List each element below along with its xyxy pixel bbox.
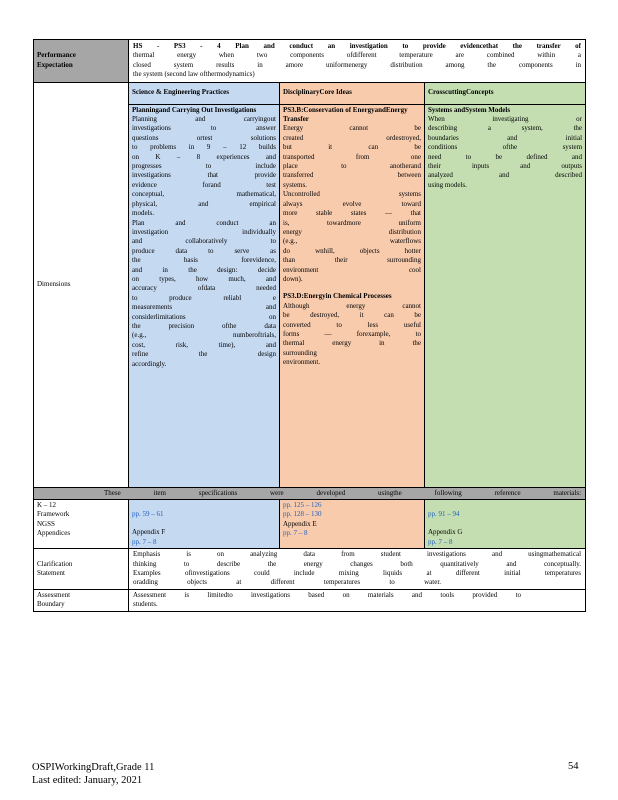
framework-label-line: NGSS <box>37 519 55 528</box>
reference-note <box>34 487 586 499</box>
sep-references <box>129 500 280 549</box>
text-line: When investigating or <box>428 115 583 124</box>
dimensions-header-row <box>34 82 586 104</box>
sep-title: Science & Engineering Practices <box>132 88 230 97</box>
framework-label-line: Appendices <box>37 529 71 538</box>
footer-draft-line: OSPIWorkingDraft,Grade 11 <box>32 762 155 773</box>
dci-text-1 <box>283 124 421 284</box>
sep-appendix: Appendix F <box>132 528 166 537</box>
text-line: need to be defined and <box>428 152 583 161</box>
text-line: progresses to include <box>132 162 276 171</box>
text-line: forms — forexample, to <box>283 329 421 338</box>
text-line: surrounding <box>283 348 317 357</box>
framework-label <box>34 500 129 549</box>
text-line: converted to less useful <box>283 320 421 329</box>
text-line: than their surrounding <box>283 256 421 265</box>
text-line: Uncontrolled systems <box>283 190 421 199</box>
dci-title: DisciplinaryCore Ideas <box>283 88 352 97</box>
pe-label: Performance Expectation <box>34 40 129 83</box>
text-line: conditions ofthe system <box>428 143 583 152</box>
text-line: transported from one <box>283 152 421 161</box>
boundary-label-line: Assessment <box>37 590 71 599</box>
dci-references <box>280 500 425 549</box>
text-line: and in the design: decide <box>132 265 276 274</box>
ccc-appendix-pages: pp. 7 – 8 <box>428 537 453 546</box>
item-specification-table <box>33 39 586 612</box>
clarification-label-line: Statement <box>37 569 65 578</box>
text-line: evidence forand test <box>132 180 276 189</box>
pe-line: HS - PS3 - 4 Plan and conduct an investigation to provide evidencethat the transfer of <box>133 42 582 50</box>
text-line: do wnhill, objects hotter <box>283 246 421 255</box>
text-line: created ordestroyed, <box>283 133 421 142</box>
text-line: Energy cannot be <box>283 124 421 133</box>
pe-line: the system (second law ofthermodynamics) <box>133 70 255 79</box>
text-line: considerlimitations on <box>132 312 276 321</box>
text-line: using models. <box>428 180 467 189</box>
text-line: environment cool <box>283 265 421 274</box>
ccc-framework-pages: pp. 91 – 94 <box>428 510 460 519</box>
ccc-title: CrosscuttingConcepts <box>428 88 494 97</box>
text-line: is, towardmore uniform <box>283 218 421 227</box>
text-line: analyzed and described <box>428 171 583 180</box>
text-line: the precision ofthe data <box>132 321 276 330</box>
reference-note-row <box>34 487 586 499</box>
dimensions-label: Dimensions <box>34 82 129 487</box>
text-line: questions ortest solutions <box>132 133 276 142</box>
pe-line: closed system results in amore uniformenergy distribution among the components in <box>133 60 582 69</box>
text-line: Plan and conduct an <box>132 218 276 227</box>
sep-subtitle: Planningand Carrying Out Investigations <box>132 105 257 114</box>
sep-text <box>132 115 276 369</box>
text-line: and collaboratively to <box>132 237 276 246</box>
boundary-label-line: Boundary <box>37 600 65 609</box>
text-line: investigation individually <box>132 227 276 236</box>
dci-subtitle-2: PS3.D:Energyin Chemical Processes <box>283 292 392 301</box>
text-line: their inputs and outputs <box>428 162 583 171</box>
text-line: accuracy ofdata needed <box>132 284 276 293</box>
text-line: boundaries and initial <box>428 133 583 142</box>
clarification-row <box>34 549 586 590</box>
dci-body <box>280 104 425 487</box>
reference-note-text: These item specifications were developed usingthe following reference materials: <box>104 488 582 497</box>
text-line: investigations that provide <box>132 171 276 180</box>
text-line: models. <box>132 209 154 218</box>
clarification-line: Examples ofinvestigations could include mixing liquids at different initial temperatures <box>133 569 582 578</box>
text-line: on types, how much, and <box>132 274 276 283</box>
text-line: measurements and <box>132 303 276 312</box>
text-line: place to anotherand <box>283 162 421 171</box>
clarification-line: oradding objects at different temperatures to water. <box>133 578 442 587</box>
ccc-appendix: Appendix G <box>428 528 463 537</box>
text-line: refine the design <box>132 350 276 359</box>
text-line: on K – 8 experiences and <box>132 152 276 161</box>
text-line: (e.g., numberoftrials, <box>132 331 276 340</box>
pe-line: thermal energy when two components ofdifferent temperature are combined within a <box>133 51 582 60</box>
boundary-row <box>34 589 586 611</box>
text-line: systems. <box>283 180 307 189</box>
text-line: to problems in 9 – 12 builds <box>132 143 276 152</box>
pe-row <box>34 40 586 83</box>
footer <box>32 761 154 787</box>
sep-appendix-pages: pp. 7 – 8 <box>132 537 157 546</box>
ccc-text <box>428 115 582 190</box>
dci-appendix-pages: pp. 7 – 8 <box>283 529 308 538</box>
footer-edited-line: Last edited: January, 2021 <box>32 775 143 786</box>
dci-appendix: Appendix E <box>283 519 317 528</box>
ccc-header <box>425 82 586 104</box>
text-line: thermal energy in the <box>283 339 421 348</box>
clarification-text <box>129 549 586 590</box>
text-line: Planning and carryingout <box>132 115 276 124</box>
text-line: investigations to answer <box>132 124 276 133</box>
text-line: produce data to serve as <box>132 246 276 255</box>
text-line: but it can be <box>283 143 421 152</box>
sep-header <box>129 82 280 104</box>
text-line: transferred between <box>283 171 421 180</box>
boundary-line: students. <box>133 600 158 609</box>
text-line: environment. <box>283 358 321 367</box>
framework-row <box>34 500 586 549</box>
boundary-line: Assessment is limitedto investigations based on materials and tools provided to <box>133 590 522 599</box>
text-line: more stable states — that <box>283 209 421 218</box>
ccc-body <box>425 104 586 487</box>
text-line: accordingly. <box>132 359 167 368</box>
clarification-line: Emphasis is on analyzing data from student investigations and usingmathematical <box>133 550 582 559</box>
dci-header <box>280 82 425 104</box>
text-line: the basis forevidence, <box>132 256 276 265</box>
clarification-line: thinking to describe the energy changes both quantitatively and conceptually. <box>133 559 582 568</box>
text-line: always evolve toward <box>283 199 421 208</box>
text-line: cost, risk, time), and <box>132 340 276 349</box>
dci-framework-pages-1: pp. 125 – 126 <box>283 501 322 510</box>
dci-framework-pages-2: pp. 128 – 130 <box>283 510 322 519</box>
sep-framework-pages: pp. 59 – 61 <box>132 510 164 519</box>
text-line: physical, and empirical <box>132 199 276 208</box>
page-number: 54 <box>568 761 579 772</box>
clarification-label <box>34 549 129 590</box>
text-line: Although energy cannot <box>283 301 421 310</box>
ccc-references <box>425 500 586 549</box>
text-line: to produce reliabl e <box>132 293 276 302</box>
framework-label-line: Framework <box>37 510 70 519</box>
ccc-subtitle: Systems andSystem Models <box>428 105 511 114</box>
boundary-text <box>129 589 586 611</box>
text-line: describing a system, the <box>428 124 583 133</box>
dci-text-2 <box>283 302 421 368</box>
dci-subtitle-1: PS3.B:Conservation of EnergyandEnergy Transfer <box>283 105 408 124</box>
text-line: (e.g., waterflows <box>283 237 421 246</box>
text-line: energy distribution <box>283 227 421 236</box>
clarification-label-line: Clarification <box>37 559 73 568</box>
text-line: conceptual, mathematical, <box>132 190 276 199</box>
sep-body <box>129 104 280 487</box>
text-line: down). <box>283 274 303 283</box>
framework-label-line: K – 12 <box>37 501 57 510</box>
pe-text <box>129 40 586 83</box>
boundary-label <box>34 589 129 611</box>
text-line: be destroyed, it can be <box>283 311 421 320</box>
